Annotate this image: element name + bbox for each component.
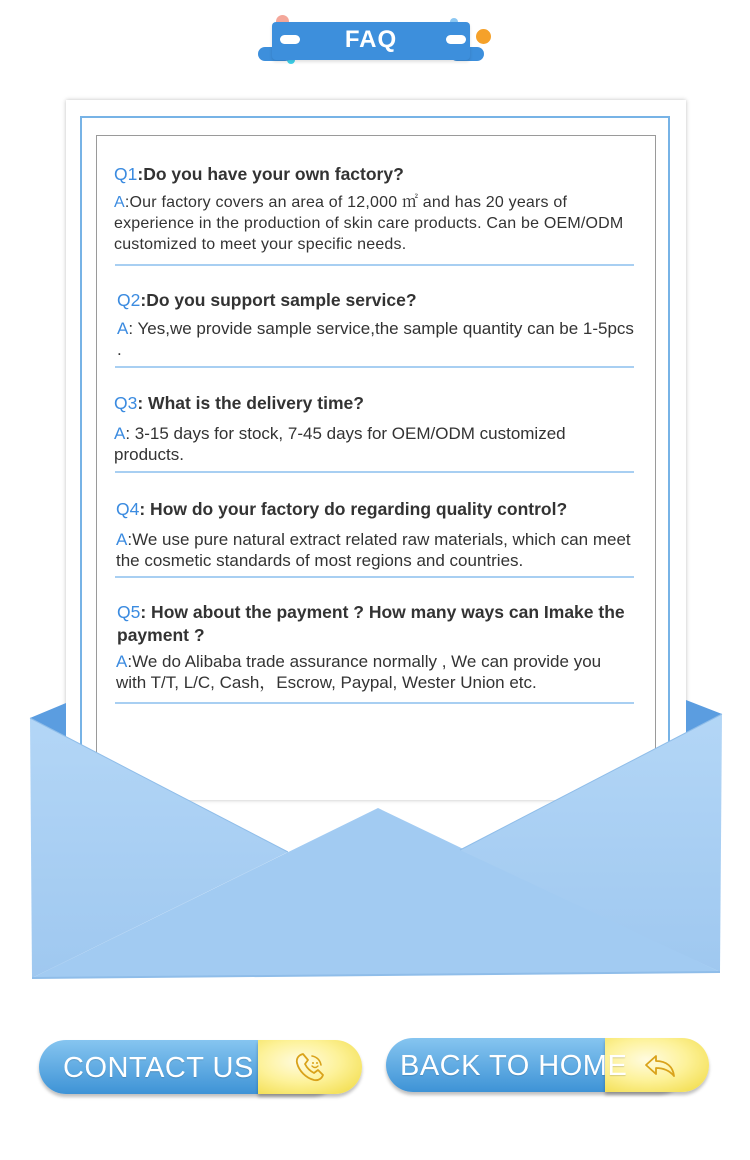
question-text: How about the payment ? How many ways can Imake the payment ?: [117, 602, 625, 645]
faq-item-3: [114, 392, 634, 465]
back-to-home-label: BACK TO HOME: [400, 1050, 628, 1082]
question-text: Do you support sample service?: [146, 290, 417, 310]
divider: [115, 264, 634, 266]
faq-banner: [258, 22, 484, 63]
question-text: Do you have your own factory?: [143, 164, 404, 184]
answer-label: A: [114, 424, 126, 443]
back-to-home-button[interactable]: [386, 1038, 710, 1092]
faq-item-2: [117, 289, 637, 360]
faq-answer: A:Our factory covers an area of 12,000 ㎡ and has 20 years of experience in the production of skin care products. Can be OEM/ODM customized to meet your specific needs.: [114, 194, 624, 253]
question-number: Q2: [117, 290, 141, 310]
faq-question: Q5: How about the payment ? How many ways can Imake the payment ?: [117, 602, 625, 645]
faq-answer: A: 3-15 days for stock, 7-45 days for OEM/ODM customized products.: [114, 424, 566, 464]
phone-icon: [292, 1049, 328, 1085]
question-text: What is the delivery time?: [143, 393, 364, 413]
contact-us-button[interactable]: [39, 1040, 363, 1094]
faq-answer: A:We do Alibaba trade assurance normally , We can provide you with T/T, L/C, Cash，Escrow, Paypal, Wester Union etc.: [116, 652, 602, 692]
faq-item-4: [116, 498, 636, 571]
faq-question: Q1:Do you have your own factory?: [114, 164, 404, 184]
answer-label: A: [116, 652, 128, 671]
answer-label: A: [116, 530, 128, 549]
envelope-illustration: [0, 690, 750, 990]
answer-text: We use pure natural extract related raw materials, which can meet the cosmetic standards of most regions and countries.: [116, 530, 631, 570]
answer-text: We do Alibaba trade assurance normally , We can provide you with T/T, L/C, Cash，Escrow, Paypal, Wester Union etc.: [116, 652, 602, 692]
faq-question: Q4: How do your factory do regarding quality control?: [116, 499, 568, 519]
faq-item-1: [114, 163, 634, 255]
faq-question: Q3: What is the delivery time?: [114, 393, 364, 413]
question-number: Q3: [114, 393, 138, 413]
divider: [115, 576, 634, 578]
divider: [115, 366, 634, 368]
question-number: Q5: [117, 602, 141, 622]
reply-arrow-icon: [642, 1047, 678, 1083]
faq-question: Q2:Do you support sample service?: [117, 290, 417, 310]
answer-text: 3-15 days for stock, 7-45 days for OEM/ODM customized products.: [114, 424, 566, 464]
answer-text: Yes,we provide sample service,the sample quantity can be 1-5pcs .: [117, 319, 634, 359]
faq-answer: A: Yes,we provide sample service,the sample quantity can be 1-5pcs .: [117, 319, 634, 359]
faq-answer: A:We use pure natural extract related raw materials, which can meet the cosmetic standards of most regions and countries.: [116, 530, 631, 570]
question-text: How do your factory do regarding quality control?: [145, 499, 568, 519]
answer-text: Our factory covers an area of 12,000 ㎡ and has 20 years of experience in the production of skin care products. Can be OEM/ODM customized to meet your specific needs.: [114, 194, 624, 253]
question-number: Q1: [114, 164, 138, 184]
answer-label: A: [114, 194, 125, 211]
question-number: Q4: [116, 499, 140, 519]
divider: [115, 471, 634, 473]
contact-us-label: CONTACT US: [63, 1052, 254, 1084]
faq-item-5: [117, 601, 637, 693]
page-title: FAQ: [344, 26, 398, 53]
answer-label: A: [117, 319, 129, 338]
